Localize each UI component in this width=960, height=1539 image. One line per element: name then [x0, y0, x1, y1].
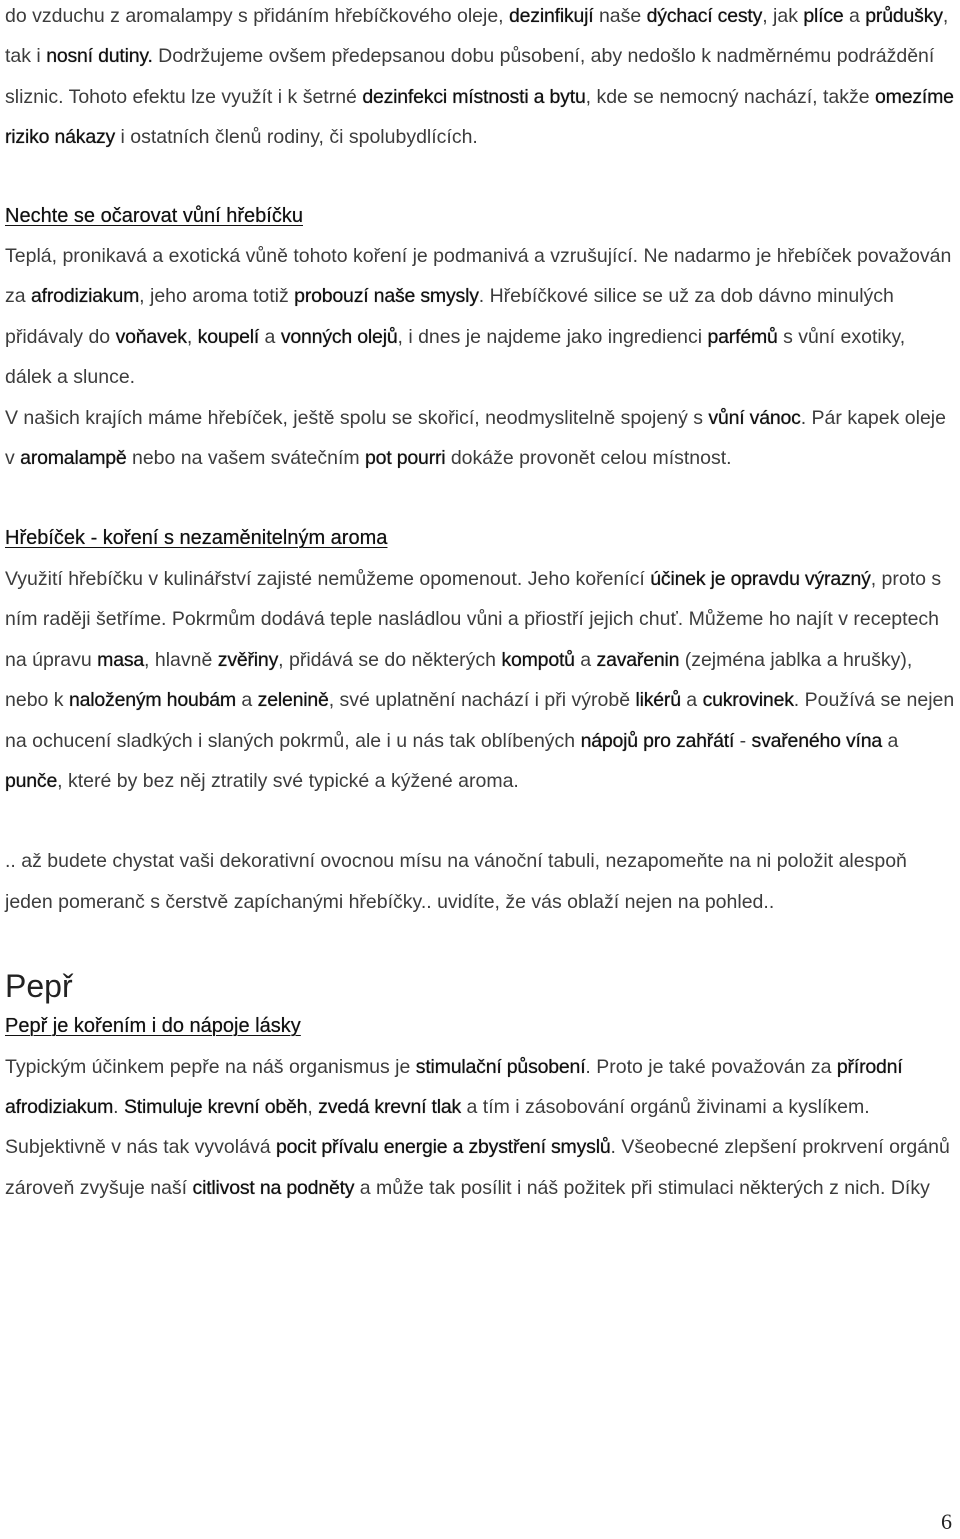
paragraph-pepper-effects: [5, 1047, 955, 1209]
text: a: [259, 325, 281, 348]
text: , kde se nemocný nachází, takže: [585, 85, 876, 108]
text: , tak i: [5, 5, 949, 68]
text: .: [113, 1095, 124, 1118]
keyword: zelenině: [257, 689, 329, 712]
keyword: punče: [5, 769, 58, 792]
keyword: voňavek: [115, 325, 187, 348]
keyword: naloženým houbám: [68, 689, 236, 712]
keyword: nosní dutiny.: [46, 45, 153, 68]
keyword: kompotů: [501, 648, 575, 671]
text: do vzduchu z aromalampy s přidáním hřebíčkového oleje,: [5, 5, 510, 27]
keyword: omezíme riziko nákazy: [5, 85, 954, 149]
text: Teplá, pronikavá a exotická vůně tohoto koření je podmanivá a vzrušující. Ne nadarmo je hřebíček považován za: [5, 245, 952, 308]
text: Využití hřebíčku v kulinářství zajisté nemůžeme opomenout. Jeho kořenící: [5, 567, 651, 590]
keyword: dýchací cesty: [646, 5, 763, 27]
text: a tím i zásobování orgánů živinami a kyslíkem. Subjektivně v nás tak vyvolává: [5, 1095, 870, 1159]
page-number: 6: [941, 1509, 952, 1534]
text: i ostatních členů rodiny, či spolubydlících.: [115, 126, 478, 149]
keyword: Stimuluje krevní oběh: [124, 1095, 308, 1118]
chapter-heading: Pepř: [5, 968, 73, 1005]
keyword: aromalampě: [20, 447, 127, 470]
keyword: dezinfikují: [509, 5, 594, 27]
keyword: likérů: [635, 689, 681, 712]
text: V našich krajích máme hřebíček, ještě spolu se skořicí, neodmyslitelně spojený s: [5, 406, 709, 429]
keyword: zvedá krevní tlak: [318, 1095, 462, 1118]
keyword: zvěřiny: [217, 648, 279, 671]
keyword: vonných olejů: [280, 325, 398, 348]
text: a může tak posílit i náš požitek při stimulaci některých z nich. Díky: [354, 1176, 930, 1199]
text: naše: [593, 5, 647, 27]
keyword: nápojů pro zahřátí: [580, 729, 735, 752]
text: . Proto je také považován za: [585, 1055, 837, 1078]
text: a: [574, 648, 597, 671]
text: s vůní exotiky, dálek a slunce.: [5, 325, 906, 389]
keyword: účinek je opravdu výrazný: [650, 567, 871, 590]
text: ,: [186, 325, 198, 348]
text: , i dnes je najdeme jako ingredienci: [397, 325, 708, 348]
paragraph-decoration-tip: .. až budete chystat vaši dekorativní ovocnou mísu na vánoční tabuli, nezapomeňte na ni položit alespoň jeden pomeranč s čerstvě zapíchanými hřebíčky.. uvidíte, že vás oblaží nejen na pohled..: [5, 850, 907, 913]
section-heading: Nechte se očarovat vůní hřebíčku: [5, 204, 303, 227]
paragraph-clove-scent: [5, 236, 955, 478]
keyword: afrodiziakum: [31, 285, 140, 308]
text: Dodržujeme ovšem předepsanou dobu působení, aby nedošlo k nadměrnému podráždění sliznic. Tohoto efektu lze využít i k šetrné: [5, 45, 935, 108]
keyword: zavařenin: [596, 648, 680, 671]
text: , proto s ním raději šetříme. Pokrmům dodává teple nasládlou vůni a přiostří jejich chuť. Můžeme ho najít v receptech na úpravu: [5, 567, 942, 671]
text: , přidává se do některých: [278, 648, 502, 671]
keyword: dezinfekci místnosti a bytu: [362, 85, 586, 108]
section-heading: Hřebíček - koření s nezaměnitelným aroma: [5, 527, 388, 550]
keyword: pot pourri: [365, 447, 446, 470]
text: a: [235, 689, 258, 712]
text: -: [734, 729, 752, 752]
paragraph-culinary-use: [5, 559, 955, 801]
document-page: [5, 0, 955, 1208]
keyword: koupelí: [197, 325, 260, 348]
text: a: [843, 5, 866, 27]
text: a: [882, 729, 899, 752]
keyword: parfémů: [707, 325, 778, 348]
text: (zejména jablka a hrušky), nebo k: [5, 648, 913, 712]
paragraph-aroma-disinfection: [5, 0, 955, 158]
text: , jak: [762, 5, 804, 27]
keyword: cukrovinek: [702, 689, 794, 712]
text: , které by bez něj ztratily své typické a kýžené aroma.: [57, 769, 519, 792]
keyword: svařeného vína: [751, 729, 883, 752]
text: Typickým účinkem pepře na náš organismus je: [5, 1055, 416, 1078]
text: . Všeobecné zlepšení prokrvení orgánů zároveň zvyšuje naší: [5, 1136, 950, 1199]
keyword: vůní vánoc: [708, 406, 801, 429]
text: ,: [307, 1095, 319, 1118]
keyword: přírodní afrodiziakum: [5, 1055, 903, 1118]
section-heading: Pepř je kořením i do nápoje lásky: [5, 1015, 301, 1038]
text: . Hřebíčkové silice se už za dob dávno minulých přidávaly do: [5, 285, 894, 348]
text: , hlavně: [144, 648, 218, 671]
text: dokáže provonět celou místnost.: [445, 447, 732, 470]
keyword: plíce: [803, 5, 844, 27]
keyword: citlivost na podněty: [192, 1176, 355, 1199]
text: a: [680, 689, 703, 712]
keyword: průdušky: [865, 5, 943, 27]
text: . Pár kapek oleje v: [5, 406, 946, 470]
keyword: stimulační působení: [415, 1055, 586, 1078]
keyword: probouzí naše smysly: [294, 285, 479, 308]
keyword: masa: [97, 648, 145, 671]
text: . Používá se nejen na ochucení sladkých i slaných pokrmů, ale i u nás tak oblíbených: [5, 689, 955, 752]
text: , jeho aroma totiž: [139, 285, 295, 308]
text: , své uplatnění nachází i při výrobě: [328, 689, 636, 712]
keyword: pocit přívalu energie a zbystření smyslů: [275, 1136, 611, 1159]
text: nebo na vašem svátečním: [126, 447, 366, 470]
